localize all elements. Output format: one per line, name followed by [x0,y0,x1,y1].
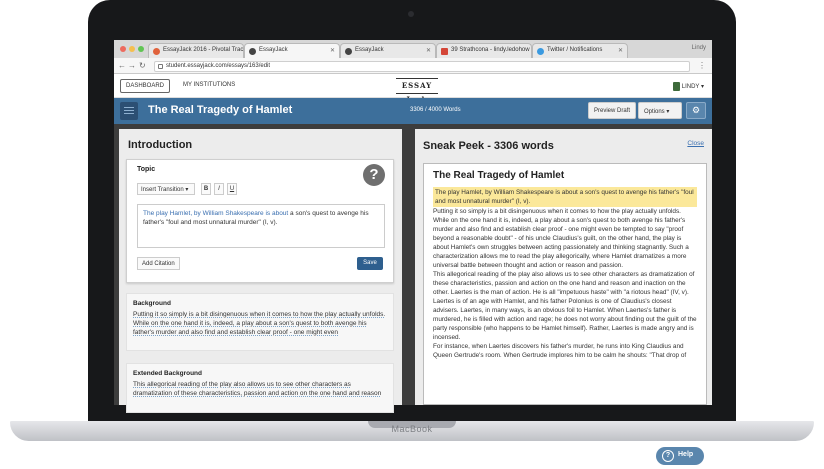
help-button[interactable] [656,447,704,465]
gmail-icon [441,48,448,55]
user-name: LINDY [681,84,700,91]
minimize-window-icon[interactable] [129,46,135,52]
browser-profile[interactable]: Lindy [691,45,706,51]
preview-title: The Real Tragedy of Hamlet [433,170,565,181]
camera-icon [408,11,414,17]
sneak-peek-panel [415,129,712,405]
background-title: Background [133,300,171,307]
browser-tab-active[interactable] [244,43,340,58]
add-citation-button[interactable]: Add Citation [137,257,180,270]
preview-draft-button[interactable]: Preview Draft [588,102,636,119]
preview-paragraph: Putting it so simply is a bit disingenuous when it comes to how the play actually unfolds. While on the one hand it is, indeed, a play about a son's quest to both avenge his father's murder and also find and establish clear proof - one might even be tempted to say "proof beyond a reasonable doubt" - of his uncle Claudius's guilt, on the other hand, the play is about Hamlet's own struggles between acting passionately and thinking stagnantly. Such a characterization allows me to read the play allegorically, where Hamlet dramatizes a more universal battle between thought and action or reason and passion. [433,208,689,269]
extended-background-section[interactable] [126,363,394,413]
options-label: Options [644,109,665,115]
section-heading: Introduction [128,139,193,151]
url-input[interactable] [154,61,690,72]
preview-document [423,163,707,405]
tab-label: EssayJack [259,47,288,53]
insert-transition-label: Insert Transition [141,187,184,193]
help-question-icon: ? [662,450,674,462]
preview-paragraph: This allegorical reading of the play also allows us to see other characters as dramatization of these characteristics, passion and action on the one hand and reason and inaction on the other. Laertes is the man of action. He is all "impetuous haste" with "a riotous head" (IV, v). Laertes is of an age with Hamlet, and his father Polonius is one of Claudius's closest advisers. Laertes, in many ways, is an obvious foil to Hamlet. When Laertes's father is murdered, he is filled with action and rage; he does not worry about finding out the guilt of the party responsible (who happens to be Hamlet himself). Rather, Laertes is made angry and is incensed. [433,271,697,341]
reload-icon[interactable]: ↻ [139,61,146,70]
essayjack-tab-icon [345,48,352,55]
dashboard-button[interactable]: DASHBOARD [120,79,170,93]
extended-background-text: This allegorical reading of the play also allows us to see other characters as dramatization of these characteristics, passion and action on the one hand and reason [133,381,382,397]
close-tab-icon[interactable]: ✕ [329,48,335,54]
tab-label: EssayJack 2016 - Pivotal Trac [163,47,244,53]
essay-title: The Real Tragedy of Hamlet [148,104,293,116]
app-header [114,74,712,98]
url-text: student.essayjack.com/essays/163/edit [166,63,271,69]
editor-panel [119,129,402,405]
forward-icon[interactable]: → [128,61,136,70]
browser-menu-icon[interactable]: ⋮ [698,61,706,70]
pivotal-tracker-icon [153,48,160,55]
my-institutions-link[interactable]: MY INSTITUTIONS [183,82,236,88]
close-link[interactable]: Close [687,140,704,147]
background-section[interactable] [126,293,394,351]
options-button[interactable]: Options ▾ [638,102,682,119]
essayjack-logo[interactable]: ESSAY [396,78,438,94]
background-text: Putting it so simply is a bit disingenuous when it comes to how the play actually unfolds. While on the one hand it is, indeed, a play about a son's quest to both avenge his father's murder and also find and establish clear proof - one might even [133,311,386,336]
close-window-icon[interactable] [120,46,126,52]
browser-tabbar [114,40,712,58]
essay-titlebar [114,98,712,124]
browser-tab[interactable] [436,43,532,58]
topic-card [126,159,394,283]
tab-label: 39 Strathcona - lindy.ledohow [451,47,530,53]
close-tab-icon[interactable]: ✕ [425,48,431,54]
browser-tab[interactable] [148,43,244,58]
topic-label: Topic [137,166,156,173]
document-icon[interactable] [120,102,138,120]
browser-tab[interactable] [340,43,436,58]
user-avatar-icon [673,82,680,91]
twitter-icon [537,48,544,55]
preview-highlighted-paragraph: The play Hamlet, by William Shakespeare is about a son's quest to avenge his father's "foul and most unnatural murder" (I, v). [433,187,697,207]
user-menu[interactable]: LINDY ▾ [673,82,704,91]
word-count: 3306 / 4000 Words [410,107,461,113]
insert-transition-dropdown[interactable]: Insert Transition ▾ [137,183,195,195]
lock-icon [158,64,163,69]
underline-button[interactable]: U [227,183,237,195]
close-tab-icon[interactable]: ✕ [617,48,623,54]
browser-tab[interactable] [532,43,628,58]
topic-editor[interactable] [137,204,385,248]
tab-label: EssayJack [355,47,384,53]
maximize-window-icon[interactable] [138,46,144,52]
settings-gear-icon[interactable]: ⚙ [686,102,706,119]
browser-addressbar [114,58,712,74]
essayjack-tab-icon [249,48,256,55]
device-brand: MacBook [391,424,433,434]
editor-text: a son's quest to avenge his father's "foul and most unnatural murder" (I, v). [143,210,369,226]
help-label: Help [678,451,694,458]
back-icon[interactable]: ← [118,61,126,70]
editor-highlighted-text: The play Hamlet, by William Shakespeare is about [143,210,289,217]
italic-button[interactable]: I [214,183,224,195]
tab-label: Twitter / Notifications [547,47,603,53]
extended-background-title: Extended Background [133,370,202,377]
preview-paragraph: For instance, when Laertes discovers his father's murder, he runs into King Claudius and Queen Gertrude's room. When Gertrude implores him to be calm he shouts: "That drop of [433,343,687,359]
save-button[interactable]: Save [357,257,383,270]
bold-button[interactable]: B [201,183,211,195]
question-icon[interactable]: ? [363,164,385,186]
sneak-peek-heading: Sneak Peek - 3306 words [423,140,554,152]
